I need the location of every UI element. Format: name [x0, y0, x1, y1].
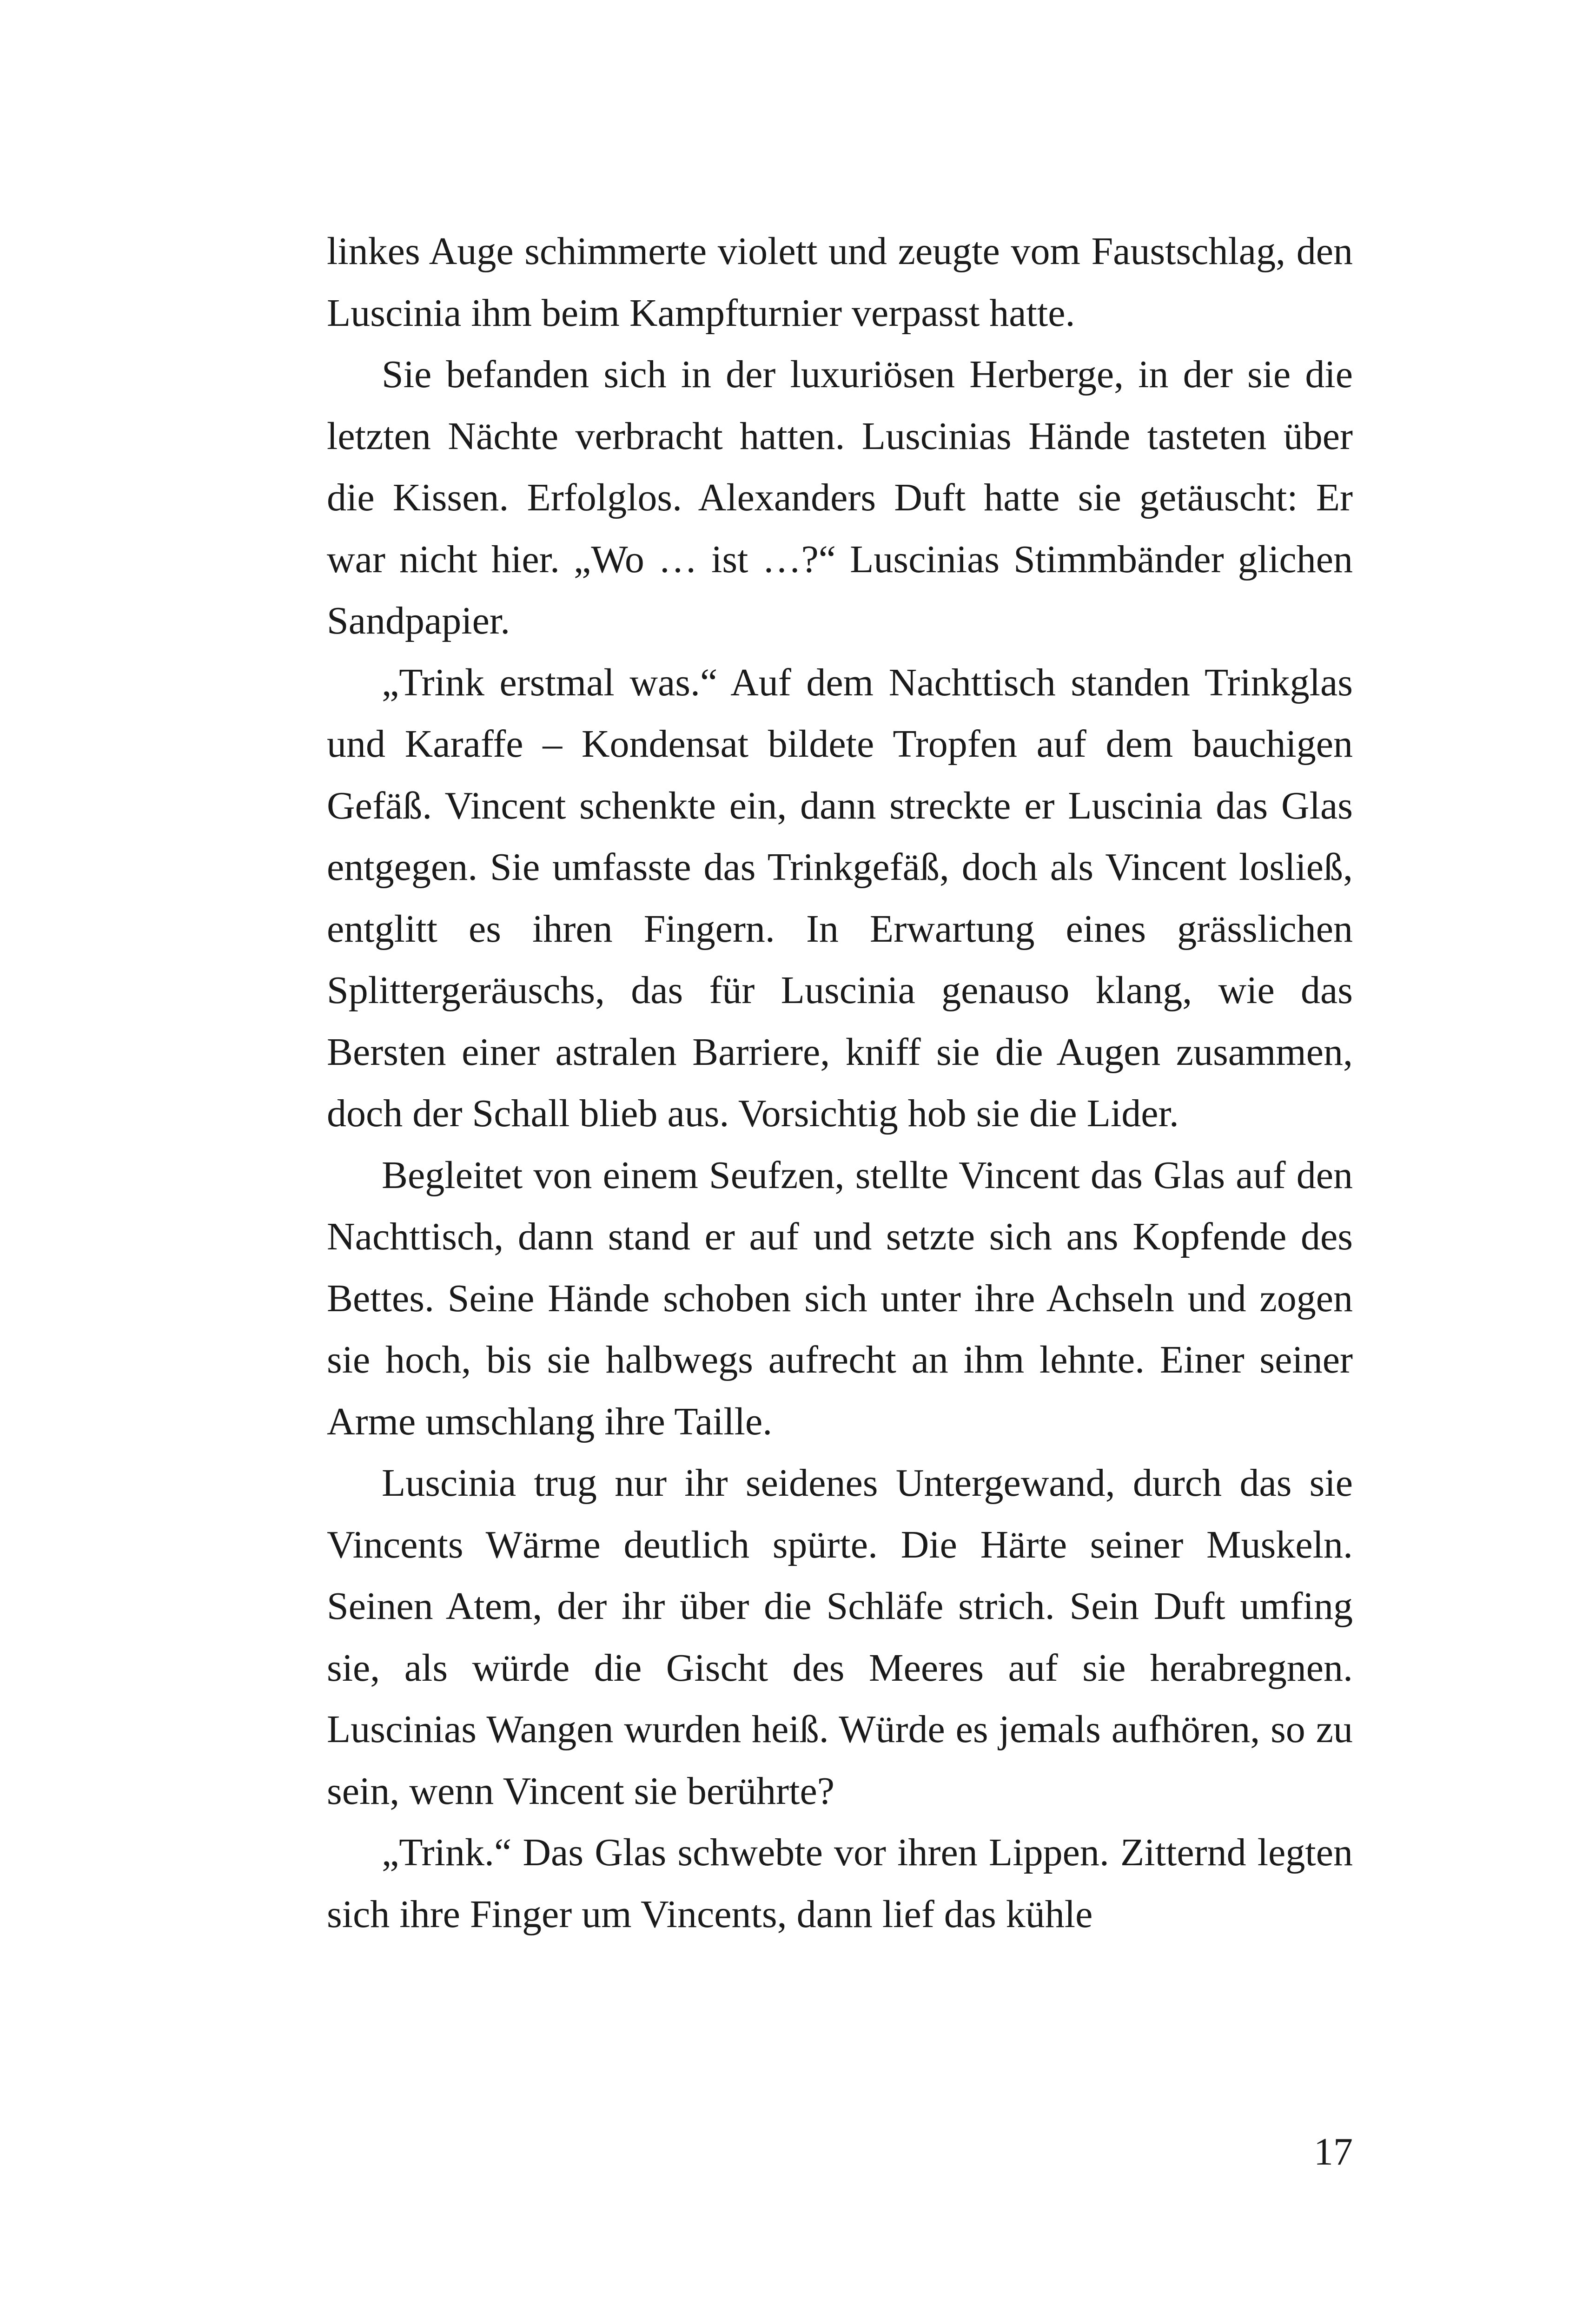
page-number: 17: [1314, 2130, 1353, 2173]
paragraph-3: „Trink erstmal was.“ Auf dem Nachttisch standen Trinkglas und Karaffe – Kondensat bildete Tropfen auf dem bauchigen Gefäß. Vincent schenkte ein, dann streckte er Luscinia das Glas entgegen. Sie umfasste das Trinkgefäß, doch als Vincent losließ, entglitt es ihren Fingern. In Erwartung eines grässlichen Splittergeräuschs, das für Luscinia genauso klang, wie das Bersten einer astralen Barriere, kniff sie die Augen zusammen, doch der Schall blieb aus. Vorsichtig hob sie die Lider.: [327, 660, 1353, 1135]
paragraph-2: Sie befanden sich in der luxuriösen Herberge, in der sie die letzten Nächte verbracht hatten. Luscinias Hände tasteten über die Kissen. Erfolglos. Alexanders Duft hatte sie getäuscht: Er war nicht hier. „Wo … ist …?“ Luscinias Stimmbänder glichen Sandpapier.: [327, 353, 1353, 642]
paragraph-5: Luscinia trug nur ihr seidenes Untergewand, durch das sie Vincents Wärme deutlich spürte. Die Härte seiner Muskeln. Seinen Atem, der ihr über die Schläfe strich. Sein Duft umfing sie, als würde die Gischt des Meeres auf sie herabregnen. Luscinias Wangen wurden heiß. Würde es jemals aufhören, so zu sein, wenn Vincent sie berührte?: [327, 1461, 1353, 1813]
paragraph-6: „Trink.“ Das Glas schwebte vor ihren Lippen. Zitternd legten sich ihre Finger um Vincents, dann lief das kühle: [327, 1831, 1353, 1936]
body-text: [327, 221, 1353, 1945]
paragraph-4: Begleitet von einem Seufzen, stellte Vincent das Glas auf den Nachttisch, dann stand er auf und setzte sich ans Kopfende des Bettes. Seine Hände schoben sich unter ihre Achseln und zogen sie hoch, bis sie halbwegs aufrecht an ihm lehnte. Einer seiner Arme umschlang ihre Taille.: [327, 1153, 1353, 1443]
paragraph-1: linkes Auge schimmerte violett und zeugte vom Faustschlag, den Luscinia ihm beim Kampfturnier verpasst hatte.: [327, 230, 1353, 335]
